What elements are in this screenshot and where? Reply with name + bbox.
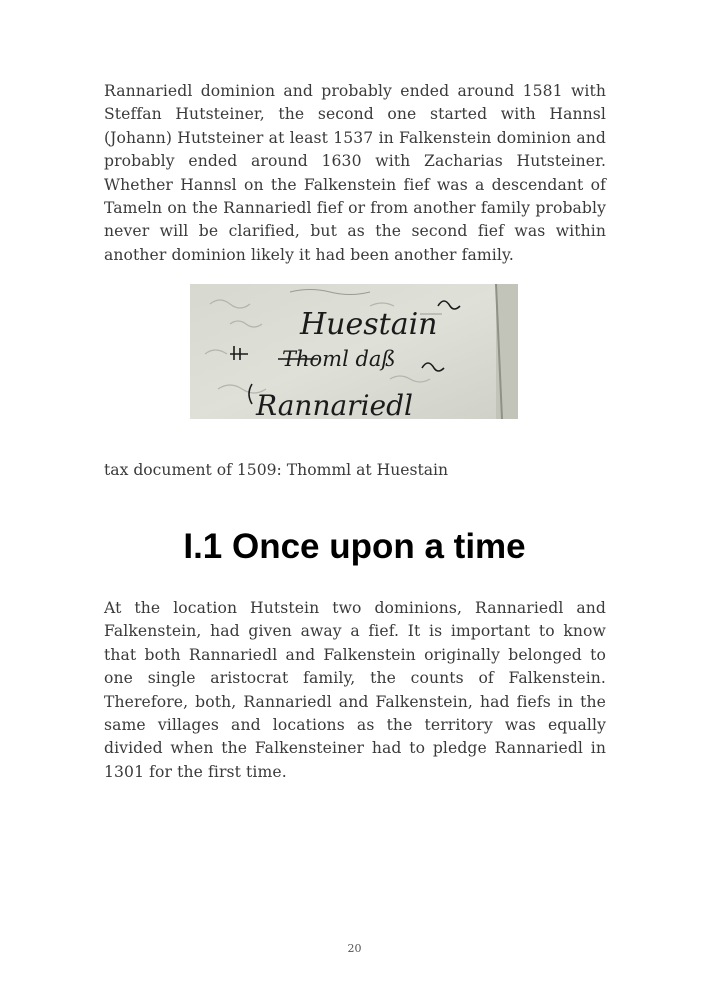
paragraph-intro: Rannariedl dominion and probably ended around 1581 with Steffan Hutsteiner, the second one started with Hannsl (Johann) Hutsteiner at least 1537 in Falkenstein dominion and probably ended around 1630 with Zacharias Hutsteiner. Whether Hannsl on the Falkenstein fief was a descendant of Tameln on the Rannariedl fief or from another family probably never will be clarified, but as the second fief was within another dominion likely it had been another family. [104, 82, 606, 264]
handwriting-line-thoml: Thoml daß [282, 347, 396, 371]
page-number: 20 [347, 942, 362, 955]
handwriting-line-rannariedl: Rannariedl [256, 389, 413, 419]
handwriting-line-huestain: Huestain [300, 307, 438, 342]
figure-caption: tax document of 1509: Thomml at Huestain [104, 461, 449, 479]
section-heading: I.1 Once upon a time [183, 527, 526, 566]
manuscript-image [190, 284, 518, 419]
paragraph-body: At the location Hutstein two dominions, Rannariedl and Falkenstein, had given away a fief. It is important to know that both Rannariedl and Falkenstein originally belonged to one single aristocrat family, the counts of Falkenstein. Therefore, both, Rannariedl and Falkenstein, had fiefs in the same villages and locations as the territory was equally divided when the Falkensteiner had to pledge Rannariedl in 1301 for the first time. [104, 599, 606, 781]
